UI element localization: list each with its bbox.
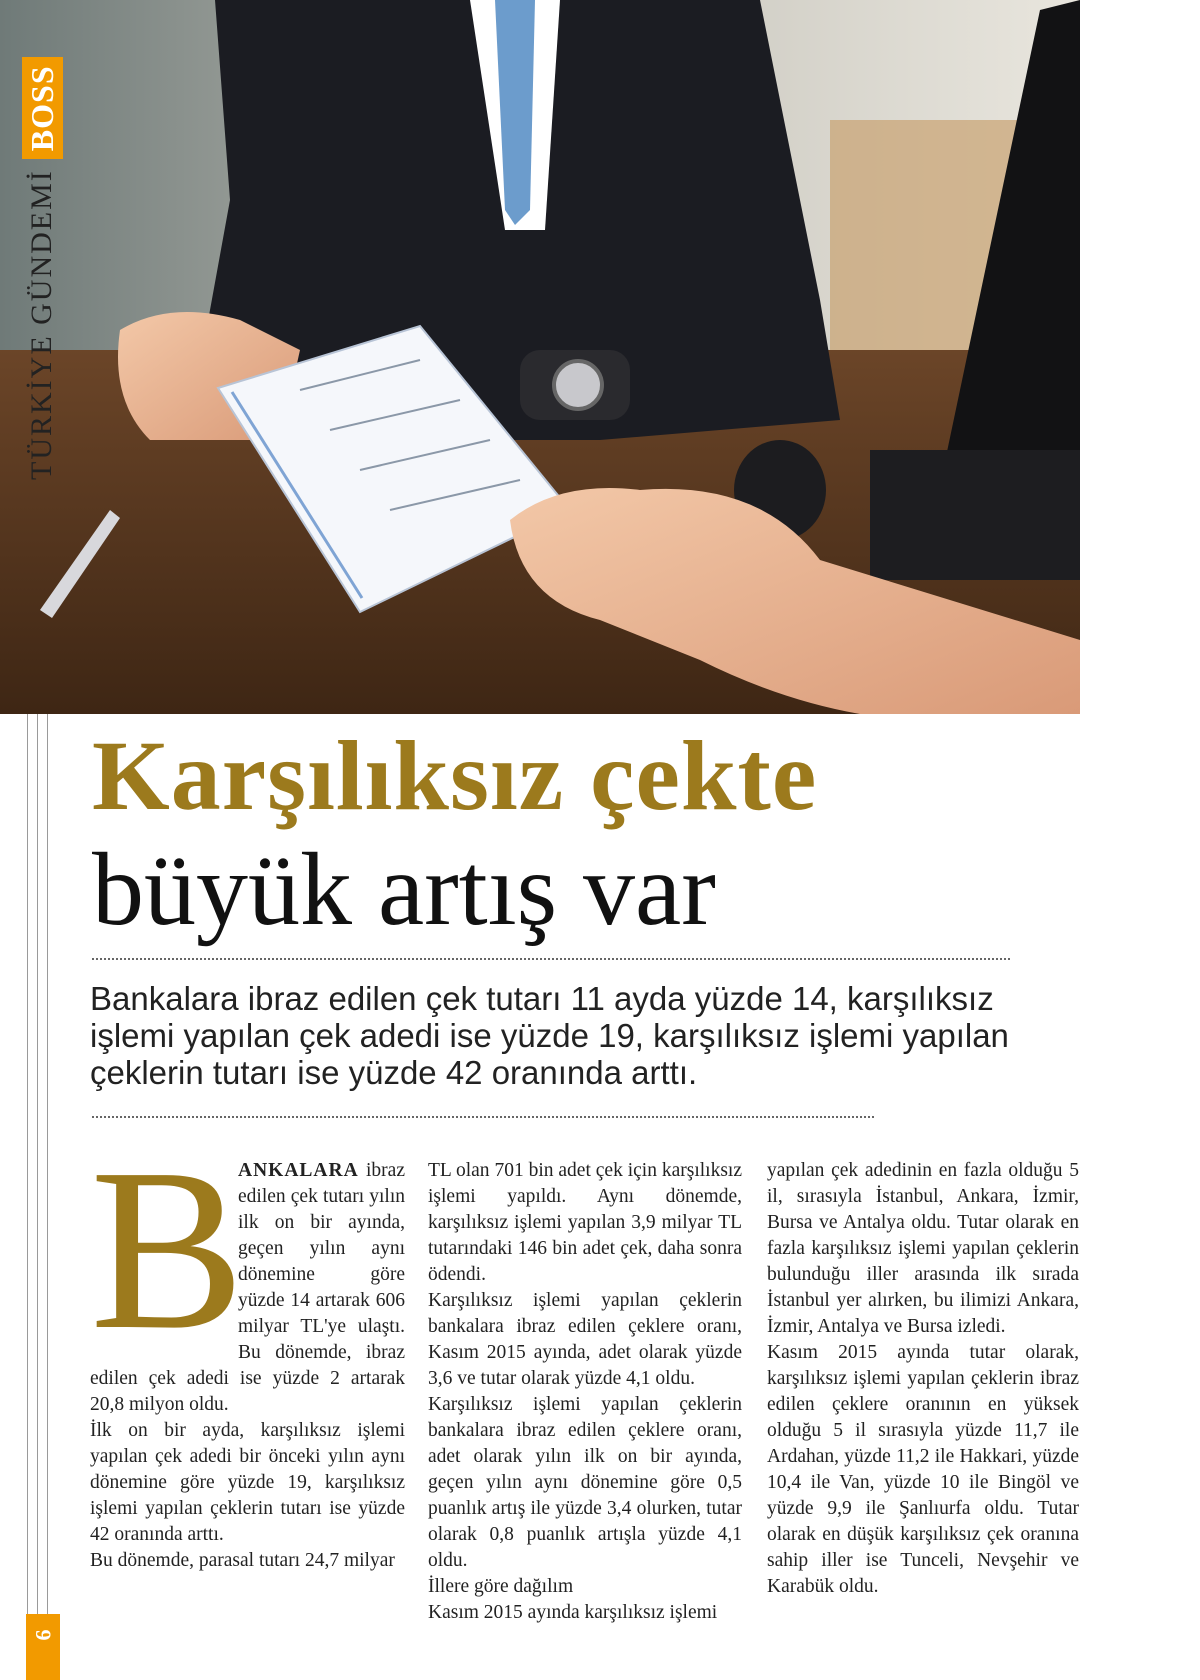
- magazine-logo: BOSS: [22, 57, 63, 159]
- dotted-divider-bottom: [92, 1116, 874, 1118]
- body-paragraph: TL olan 701 bin adet çek için karşılıksız işlemi yapıldı. Aynı dönemde, karşılıksız işlemi yapılan 3,9 milyar TL tutarındaki 146 bin adet çek, daha sonra ödendi.: [428, 1160, 742, 1285]
- hero-illustration: [0, 0, 1080, 714]
- headline-line-2: büyük artış var: [92, 832, 716, 947]
- body-paragraph: [90, 1121, 405, 1418]
- drop-cap: B: [90, 1121, 245, 1378]
- page-number-tab: [26, 1614, 60, 1680]
- section-label: [22, 0, 62, 480]
- body-paragraph: Kasım 2015 ayında tutar olarak, karşılıksız işlemi yapılan çeklerin ibraz edilen çeklere oranının en yüksek olduğu 5 il sırasıyla yüzde 11,7 ile Ardahan, yüzde 11,2 ile Hakkari, yüzde 10,4 ile Van, yüzde 10 ile Bingöl ve yüzde 9,9 ile Şanlıurfa oldu. Tutar olarak en düşük karşılıksız çek oranına sahip iller ise Tunceli, Nevşehir ve Karabük oldu.: [767, 1342, 1079, 1597]
- body-paragraph: Karşılıksız işlemi yapılan çeklerin bankalara ibraz edilen çeklere oranı, Kasım 2015 ayında, adet olarak yüzde 3,6 ve tutar olarak yüzde 4,1 oldu.: [428, 1290, 742, 1389]
- body-paragraph: Karşılıksız işlemi yapılan çeklerin bankalara ibraz edilen çeklere oranı, adet olarak yılın ilk on bir ayında, geçen yılın aynı dönemine göre 0,5 puanlık artış ile yüzde 3,4 olurken, tutar olarak 0,8 puanlık artışla yüzde 4,1 oldu.: [428, 1394, 742, 1571]
- body-text: ibraz edilen çek tutarı yılın ilk on bir ayında, geçen yılın aynı dönemine göre yüzde 14 artarak 606 milyar TL'ye ulaştı. Bu dönemde, ibraz edilen çek adedi ise yüzde 2 artarak 20,8 milyon oldu.: [90, 1160, 405, 1415]
- body-paragraph: Kasım 2015 ayında karşılıksız işlemi: [428, 1602, 718, 1623]
- dotted-divider-top: [92, 958, 1010, 960]
- section-title: TÜRKİYE GÜNDEMİ: [25, 169, 58, 480]
- body-paragraph: yapılan çek adedinin en fazla olduğu 5 il, sırasıyla İstanbul, Ankara, İzmir, Bursa ve Antalya oldu. Tutar olarak en fazla karşılıksız işlemi yapılan çeklerin bulunduğu iller arasında ilk sırada İstanbul yer alırken, bu ilimizi Ankara, İzmir, Antalya ve Bursa izledi.: [767, 1160, 1079, 1337]
- headline-line-1: Karşılıksız çekte: [92, 720, 818, 831]
- subheading: İllere göre dağılım: [428, 1576, 574, 1597]
- body-column-3: [767, 1158, 1079, 1600]
- lead-word: ANKALARA: [238, 1160, 359, 1181]
- hero-photo: [0, 0, 1080, 714]
- page-number: 6: [30, 1629, 55, 1641]
- body-paragraph: İlk on bir ayda, karşılıksız işlemi yapılan çek adedi bir önceki yılın aynı dönemine göre yüzde 19, karşılıksız işlemi yapılan çeklerin tutarı ise yüzde 42 oranında arttı.: [90, 1420, 405, 1545]
- lead-paragraph: Bankalara ibraz edilen çek tutarı 11 ayda yüzde 14, karşılıksız işlemi yapılan çek adedi ise yüzde 19, karşılıksız işlemi yapılan çeklerin tutarı ise yüzde 42 oranında arttı.: [90, 980, 1009, 1091]
- body-column-2: [428, 1158, 742, 1626]
- body-paragraph: Bu dönemde, parasal tutarı 24,7 milyar: [90, 1550, 395, 1571]
- body-column-1: [90, 1121, 405, 1574]
